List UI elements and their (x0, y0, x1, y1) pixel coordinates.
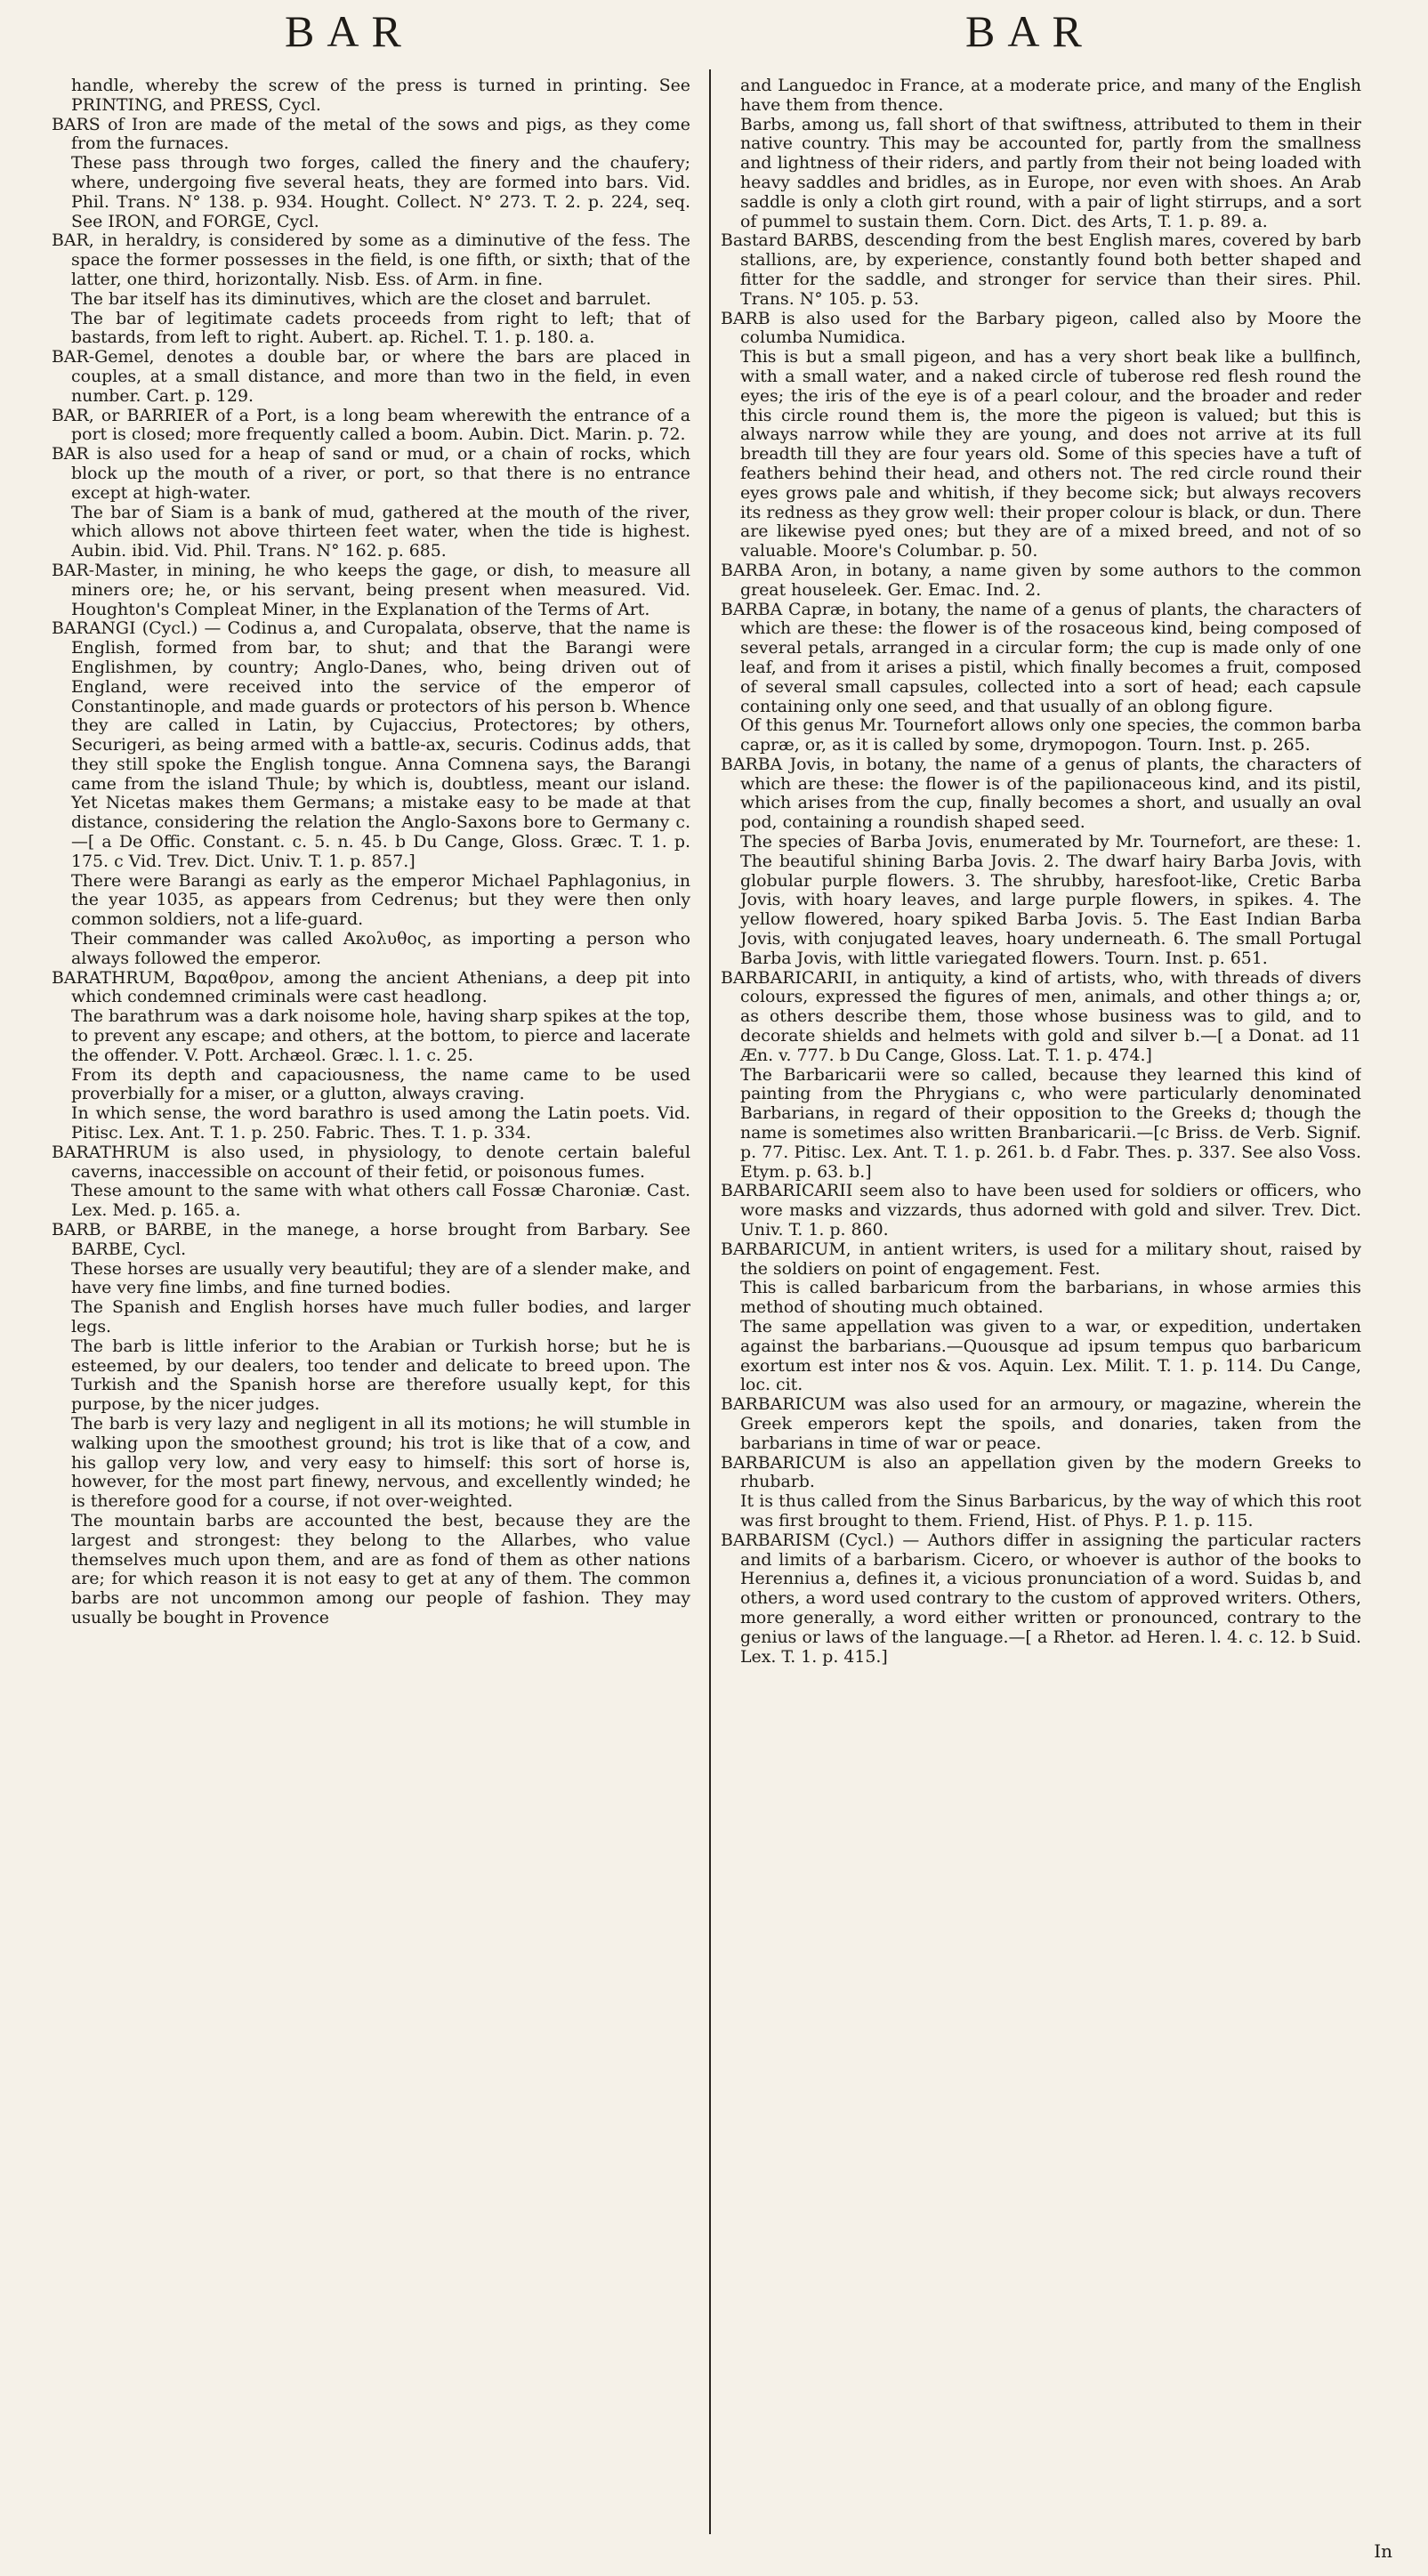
dictionary-entry: BAR, or BARRIER of a Port, is a long beam wherewith the entrance of a port is closed; more frequently called a boom. Aubin. Dict. Marin. p. 72. (52, 405, 690, 445)
dictionary-entry: BAR, in heraldry, is considered by some as a diminutive of the fess. The space the former possesses in the field, is one fifth, or sixth; that of the latter, one third, horizontally. Nisb. Ess. of Arm. in fine. (52, 230, 690, 289)
dictionary-entry: BARBARICUM, in antient writers, is used for a military shout, raised by the soldiers on point of engagement. Fest. (721, 1239, 1361, 1279)
dictionary-entry: BARB is also used for the Barbary pigeon, called also by Moore the columba Numidica. (721, 308, 1361, 348)
entry-paragraph: Barbs, among us, fall short of that swiftness, attributed to them in their native country. This may be accounted for, partly from the smallness and lightness of their riders, and partly from their not being loaded with heavy saddles and bridles, as in Europe, nor even with shoes. An Arab saddle is only a cloth girt round, with a pair of light stirrups, and a sort of pummel to sustain them. Corn. Dict. des Arts, T. 1. p. 89. a. (740, 114, 1361, 231)
entry-paragraph: The barb is very lazy and negligent in all its motions; he will stumble in walking upon the smoothest ground; his trot is like that of a cow, and his gallop very low, and very easy to himself: this sort of horse is, however, for the most part finewy, nervous, and excellently winded; he is therefore good for a course, if not over-weighted. (71, 1413, 690, 1512)
left-column (52, 77, 690, 2541)
entry-paragraph: It is thus called from the Sinus Barbaricus, by the way of which this root was first brought to them. Friend, Hist. of Phys. P. 1. p. 115. (740, 1491, 1361, 1530)
entry-paragraph: The Barbaricarii were so called, because they learned this kind of painting from the Phrygians c, who were particularly denominated Barbarians, in regard of their opposition to the Greeks d; though the name is sometimes also written Branbaricarii.—[c Briss. de Verb. Signif. p. 77. Pitisc. Lex. Ant. T. 1. p. 261. b. d Fabr. Thes. p. 337. See also Voss. Etym. p. 63. b.] (740, 1064, 1361, 1182)
dictionary-entry: BAR-Master, in mining, he who keeps the gage, or dish, to measure all miners ore; he, or his servant, being present when measured. Vid. Houghton's Compleat Miner, in the Explanation of the Terms of Art. (52, 560, 690, 619)
dictionary-entry: BARBARICARII seem also to have been used for soldiers or officers, who wore masks and vizzards, thus adorned with gold and silver. Trev. Dict. Univ. T. 1. p. 860. (721, 1181, 1361, 1240)
right-headword: BAR (965, 6, 1094, 56)
entry-paragraph: These horses are usually very beautiful; they are of a slender make, and have very fine limbs, and fine turned bodies. (71, 1258, 690, 1298)
dictionary-entry: Bastard BARBS, descending from the best English mares, covered by barb stallions, are, by experience, constantly found both better shaped and fitter for the saddle, and stronger for service than their sires. Phil. Trans. N° 105. p. 53. (721, 230, 1361, 309)
entry-paragraph: The barb is little inferior to the Arabian or Turkish horse; but he is esteemed, by our dealers, too tender and delicate to breed upon. The Turkish and the Spanish horse are therefore usually kept, for this purpose, by the nicer judges. (71, 1336, 690, 1415)
left-headword: BAR (285, 6, 414, 56)
dictionary-entry: BARBA Jovis, in botany, the name of a genus of plants, the characters of which are these: the flower is of the papilionaceous kind, and its pistil, which arises from the cup, finally becomes a short, and usually an oval pod, containing a roundish shaped seed. (721, 754, 1361, 833)
entry-paragraph: The bar itself has its diminutives, which are the closet and barrulet. (71, 288, 651, 309)
dictionary-entry: BARS of Iron are made of the metal of the sows and pigs, as they come from the furnaces. (52, 114, 690, 154)
entry-paragraph: The same appellation was given to a war, or expedition, undertaken against the barbarians.—Quousque ad ipsum tempus quo barbaricum exortum est inter nos & vos. Aquin. Lex. Milit. T. 1. p. 114. Du Cange, loc. cit. (740, 1317, 1361, 1395)
dictionary-entry: BARBARICUM was also used for an armoury, or magazine, wherein the Greek emperors kept the spoils, and donaries, taken from the barbarians in time of war or peace. (721, 1394, 1361, 1453)
entry-paragraph: The mountain barbs are accounted the best, because they are the largest and strongest: they belong to the Allarbes, who value themselves much upon them, and are as fond of them as other nations are; for which reason it is not easy to get at any of them. The common barbs are not uncommon among our people of fashion. They may usually be bought in Provence (71, 1510, 690, 1627)
column-divider (709, 69, 711, 2534)
entry-paragraph: The Spanish and English horses have much fuller bodies, and larger legs. (71, 1297, 690, 1336)
dictionary-entry: BARBARICUM is also an appellation given by the modern Greeks to rhubarb. (721, 1452, 1361, 1492)
dictionary-entry: BARBA Aron, in botany, a name given by some authors to the common great houseleek. Ger. Emac. Ind. 2. (721, 560, 1361, 600)
dictionary-entry: BARBARICARII, in antiquity, a kind of artists, who, with threads of divers colours, expressed the figures of men, animals, and other things a; or, as others describe them, those whose business was to gild, and to decorate shields and helmets with gold and silver b.—[ a Donat. ad 11 Æn. v. 777. b Du Cange, Gloss. Lat. T. 1. p. 474.] (721, 967, 1361, 1065)
entry-paragraph: This is but a small pigeon, and has a very short beak like a bullfinch, with a small water, and a naked circle of tuberose red flesh round the eyes; the iris of the eye is of a pearl colour, and the broader and reder this circle round them is, the more the pigeon is valued; but this is always narrow while they are young, and does not arrive at its full breadth till they are four years old. Some of this species have a tuft of feathers behind their head, and others not. The red circle round their eyes grows pale and whitish, if they become sick; but always recovers its redness as they grow well: their proper colour is black, or dun. There are likewise pyed ones; but they are of a mixed breed, and not of so valuable. Moore's Columbar. p. 50. (740, 347, 1361, 561)
entry-paragraph: These pass through two forges, called the finery and the chaufery; where, undergoing five several heats, they are formed into bars. Vid. Phil. Trans. N° 138. p. 934. Hought. Collect. N° 273. T. 2. p. 224, seq. See IRON, and FORGE, Cycl. (71, 153, 690, 231)
entry-paragraph: The bar of Siam is a bank of mud, gathered at the mouth of the river, which allows not above thirteen feet water, when the tide is highest. Aubin. ibid. Vid. Phil. Trans. N° 162. p. 685. (71, 502, 690, 561)
catchword: In (1374, 2540, 1392, 2562)
entry-paragraph: There were Barangi as early as the emperor Michael Paphlagonius, in the year 1035, as appears from Cedrenus; but they were then only common soldiers, not a life-guard. (71, 870, 690, 930)
right-column (721, 77, 1361, 2541)
entry-paragraph: These amount to the same with what others call Fossæ Charoniæ. Cast. Lex. Med. p. 165. a. (71, 1181, 690, 1221)
entry-paragraph: This is called barbaricum from the barbarians, in whose armies this method of shouting much obtained. (740, 1278, 1361, 1318)
entry-paragraph: From its depth and capaciousness, the name came to be used proverbially for a miser, or a glutton, always craving. (71, 1064, 690, 1104)
entry-paragraph: Of this genus Mr. Tournefort allows only one species, the common barba capræ, or, as it is called by some, drymopogon. Tourn. Inst. p. 265. (740, 715, 1361, 755)
entry-paragraph: and Languedoc in France, at a moderate price, and many of the English have them from thence. (740, 77, 1361, 115)
entry-paragraph: The species of Barba Jovis, enumerated by Mr. Tournefort, are these: 1. The beautiful shining Barba Jovis. 2. The dwarf hairy Barba Jovis, with globular purple flowers. 3. The shrubby, haresfoot-like, Cretic Barba Jovis, with hoary leaves, and large purple flowers, in spikes. 4. The yellow flowered, hoary spiked Barba Jovis. 5. The East Indian Barba Jovis, with conjugated leaves, hoary underneath. 6. The small Portugal Barba Jovis, with little variegated flowers. Tourn. Inst. p. 651. (740, 832, 1361, 968)
dictionary-entry: BARBARISM (Cycl.) — Authors differ in assigning the particular racters and limits of a barbarism. Cicero, or whoever is author of the books to Herennius a, defines it, a vicious pronunciation of a word. Suidas b, and others, a word used contrary to the custom of approved writers. Others, more generally, a word either written or pronounced, contrary to the genius or laws of the language.—[ a Rhetor. ad Heren. l. 4. c. 12. b Suid. Lex. T. 1. p. 415.] (721, 1530, 1361, 1667)
entry-paragraph: Their commander was called Ακολυθος, as importing a person who always followed the emperor. (71, 929, 690, 968)
dictionary-entry: BAR-Gemel, denotes a double bar, or where the bars are placed in couples, at a small distance, and more than two in the field, in even number. Cart. p. 129. (52, 347, 690, 406)
entry-paragraph: The bar of legitimate cadets proceeds from right to left; that of bastards, from left to right. Aubert. ap. Richel. T. 1. p. 180. a. (71, 308, 690, 348)
dictionary-entry: BAR is also used for a heap of sand or mud, or a chain of rocks, which block up the mouth of a river, or port, so that there is no entrance except at high-water. (52, 444, 690, 503)
dictionary-entry: BARB, or BARBE, in the manege, a horse brought from Barbary. See BARBE, Cycl. (52, 1220, 690, 1259)
entry-paragraph: In which sense, the word barathro is used among the Latin poets. Vid. Pitisc. Lex. Ant. T. 1. p. 250. Fabric. Thes. T. 1. p. 334. (71, 1103, 690, 1143)
dictionary-entry: BARBA Capræ, in botany, the name of a genus of plants, the characters of which are these: the flower is of the rosaceous kind, being composed of several petals, arranged in a circular form; the cup is made only of one leaf, and from it arises a pistil, which finally becomes a fruit, composed of several small capsules, collected into a sort of head; each capsule containing only one seed, and that usually of an oblong figure. (721, 599, 1361, 716)
dictionary-entry: BARATHRUM is also used, in physiology, to denote certain baleful caverns, inaccessible on account of their fetid, or poisonous fumes. (52, 1142, 690, 1182)
dictionary-entry: BARATHRUM, Βαραθρον, among the ancient Athenians, a deep pit into which condemned criminals were cast headlong. (52, 967, 690, 1007)
entry-paragraph: handle, whereby the screw of the press is turned in printing. See PRINTING, and PRESS, Cycl. (71, 77, 690, 115)
entry-paragraph: The barathrum was a dark noisome hole, having sharp spikes at the top, to prevent any escape; and others, at the bottom, to pierce and lacerate the offender. V. Pott. Archæol. Græc. l. 1. c. 25. (71, 1006, 690, 1065)
dictionary-entry: BARANGI (Cycl.) — Codinus a, and Curopalata, observe, that the name is English, formed from bar, to shut; and that the Barangi were Englishmen, by country; Anglo-Danes, who, being driven out of England, were received into the service of the emperor of Constantinople, and made guards or protectors of his person b. Whence they are called in Latin, by Cujaccius, Protectores; by others, Securigeri, as being armed with a battle-ax, securis. Codinus adds, that they still spoke the English tongue. Anna Comnena says, the Barangi came from the island Thule; by which is, doubtless, meant our island. Yet Nicetas makes them Germans; a mistake easy to be made at that distance, considering the relation the Anglo-Saxons bore to Germany c.—[ a De Offic. Constant. c. 5. n. 45. b Du Cange, Gloss. Græc. T. 1. p. 175. c Vid. Trev. Dict. Univ. T. 1. p. 857.] (52, 618, 690, 871)
page-header (0, 0, 1428, 69)
